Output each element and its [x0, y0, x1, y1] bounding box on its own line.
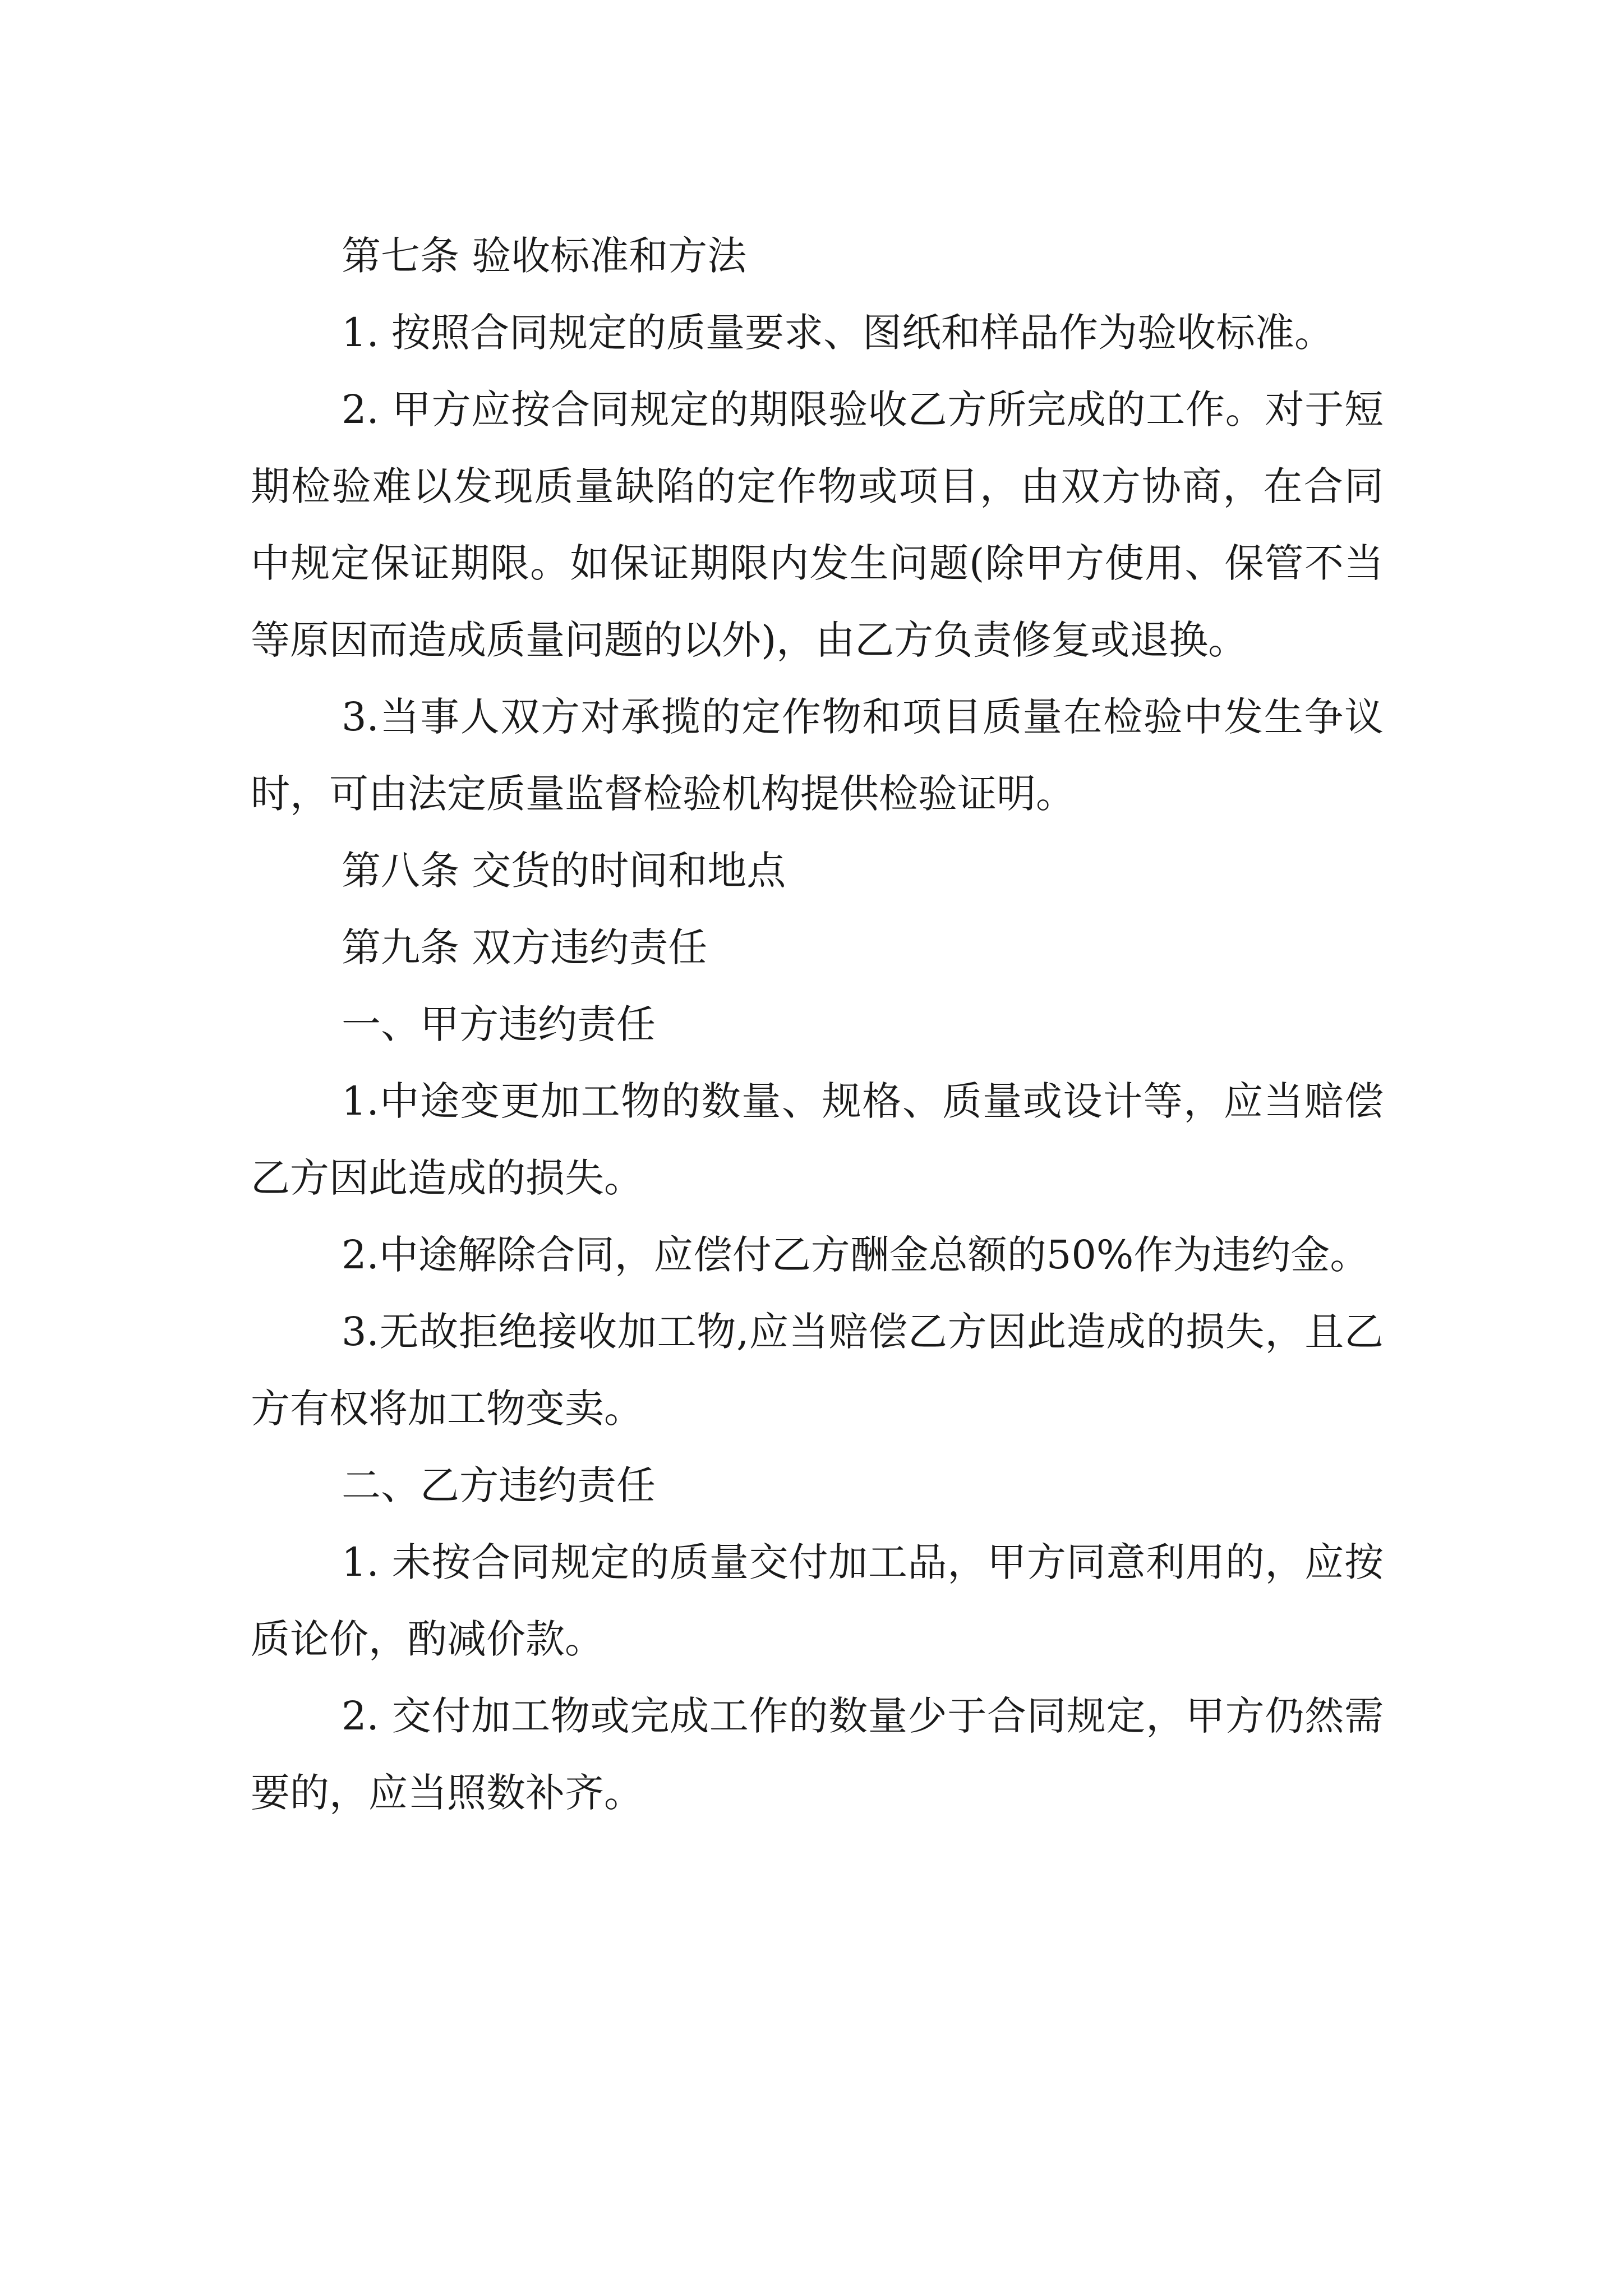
article-8-heading: 第八条 交货的时间和地点 — [342, 848, 786, 894]
party-b-item-1: 1. 未按合同规定的质量交付加工品，甲方同意利用的，应按质论价，酌减价款。 — [251, 1539, 1384, 1662]
party-a-item-3: 3.无故拒绝接收加工物,应当赔偿乙方因此造成的损失，且乙方有权将加工物变卖。 — [251, 1309, 1384, 1432]
article-7-item-3: 3.当事人双方对承揽的定作物和项目质量在检验中发生争议时，可由法定质量监督检验机构提供检验证明。 — [251, 694, 1384, 817]
party-a-item-1: 1.中途变更加工物的数量、规格、质量或设计等，应当赔偿乙方因此造成的损失。 — [251, 1078, 1384, 1201]
party-a-liability-heading: 一、甲方违约责任 — [342, 1001, 656, 1047]
article-7-item-1: 1. 按照合同规定的质量要求、图纸和样品作为验收标准。 — [342, 310, 1334, 356]
party-b-liability-heading: 二、乙方违约责任 — [342, 1462, 656, 1508]
article-9-heading: 第九条 双方违约责任 — [342, 924, 708, 970]
article-7-item-2: 2. 甲方应按合同规定的期限验收乙方所完成的工作。对于短期检验难以发现质量缺陷的定作物或项目，由双方协商，在合同中规定保证期限。如保证期限内发生问题(除甲方使用、保管不当等原因而造成质量问题的以外)，由乙方负责修复或退换。 — [251, 386, 1384, 663]
article-7-heading: 第七条 验收标准和方法 — [342, 233, 747, 279]
party-b-item-2: 2. 交付加工物或完成工作的数量少于合同规定，甲方仍然需要的，应当照数补齐。 — [251, 1693, 1384, 1816]
party-a-item-2: 2.中途解除合同，应偿付乙方酬金总额的50%作为违约金。 — [342, 1232, 1370, 1278]
document-body — [251, 218, 1384, 1832]
